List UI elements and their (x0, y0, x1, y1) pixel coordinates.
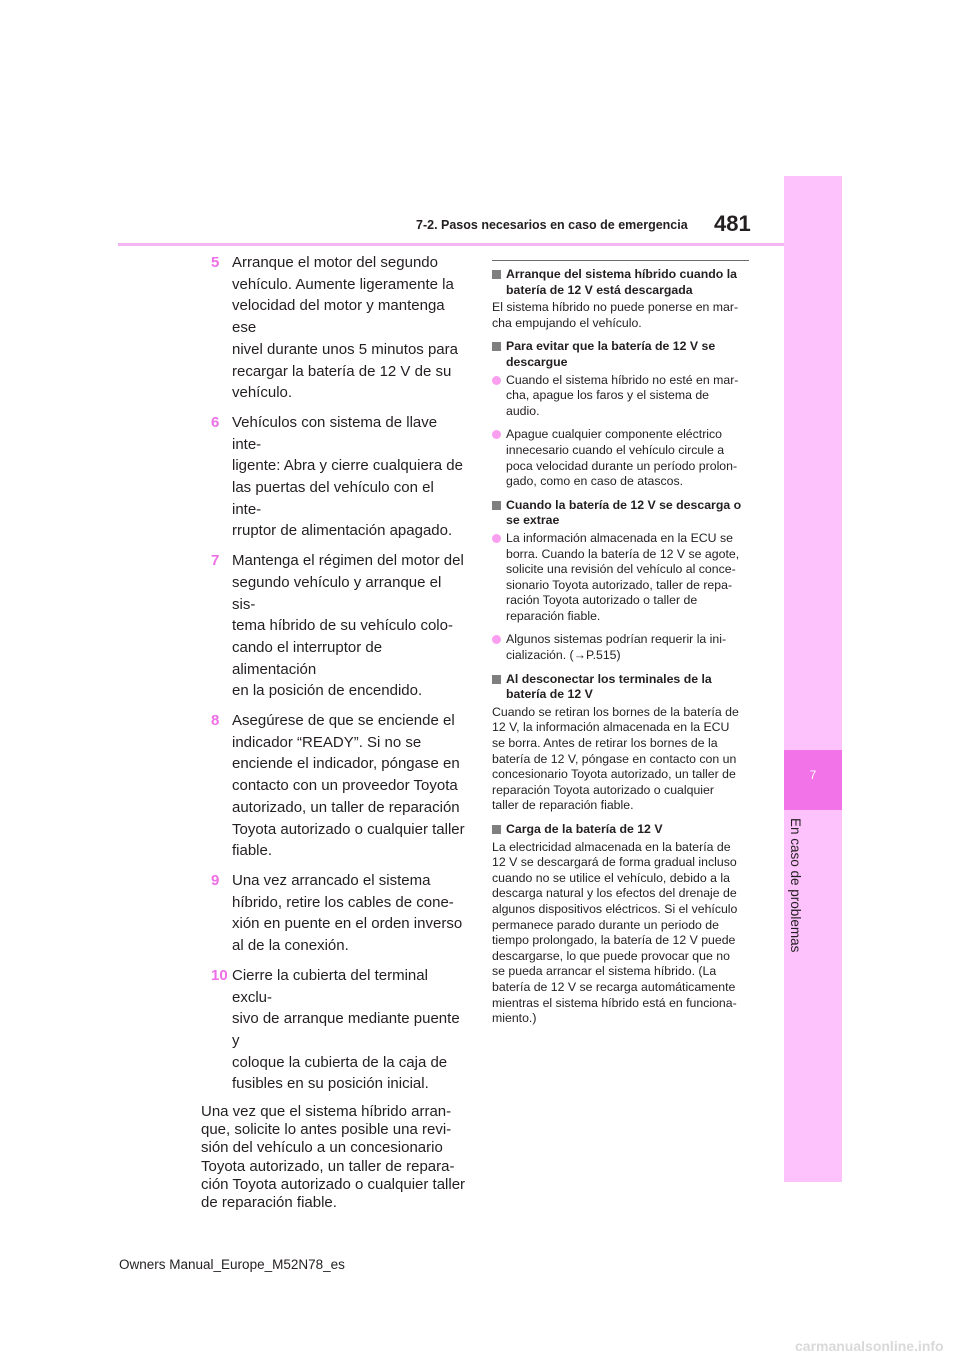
square-bullet-icon (492, 675, 501, 684)
text-line: Arranque el motor del segundo (232, 254, 438, 271)
text-line: cha empujando el vehículo. (492, 315, 642, 330)
note-bullet (492, 632, 749, 663)
text-line: La electricidad almacenada en la batería de (492, 839, 731, 854)
text-line: Carga de la batería de 12 V (506, 822, 663, 836)
text-line: concesionario Toyota autorizado, un taller de (492, 767, 736, 782)
text-line: tema híbrido de su vehículo colo- (232, 617, 453, 635)
text-line: se borra. Antes de retirar los bornes de la (492, 736, 718, 751)
text-line: fiable. (232, 842, 273, 860)
text-line: de reparación fiable. (201, 1194, 337, 1212)
header-rule (118, 243, 784, 246)
text-line: se pueda arrancar el sistema híbrido. (La (492, 964, 717, 979)
step-number: 7 (211, 552, 220, 570)
text-line: Toyota autorizado o cualquier taller (232, 820, 465, 838)
text-block (492, 300, 749, 331)
text-line: que, solicite lo antes posible una revi- (201, 1121, 452, 1139)
text-line: recargar la batería de 12 V de su (232, 362, 452, 380)
closing-paragraph (201, 1103, 467, 1212)
text-line: vehículo. (232, 384, 293, 402)
text-line: Apague cualquier componente eléctrico (506, 427, 723, 442)
text-line: Al desconectar los terminales de la (506, 671, 712, 686)
note-heading (492, 339, 749, 370)
text-line: algunos dispositivos eléctricos. Si el vehículo (492, 901, 738, 916)
step-item (211, 252, 467, 404)
note-body (492, 840, 749, 1027)
notes-column (492, 260, 749, 1035)
text-line: Para evitar que la batería de 12 V se (506, 339, 716, 354)
note-section-1 (492, 267, 749, 331)
text-line: Mantenga el régimen del motor del (232, 552, 464, 570)
text-line: descargue (506, 354, 568, 369)
text-line: gado, como en caso de atascos. (506, 474, 684, 489)
text-line: xión en puente en el orden inverso (232, 915, 463, 933)
text-block (506, 822, 749, 838)
text-line: reparación fiable. (506, 608, 601, 623)
text-line: cando el interruptor de alimentación (232, 638, 383, 678)
step-item (211, 870, 467, 957)
note-section-3 (492, 498, 749, 664)
note-heading (492, 498, 749, 529)
text-line: batería de 12 V, póngase en contacto con un (492, 751, 737, 766)
text-block (492, 705, 749, 814)
text-line: Cuando la batería de 12 V se descarga o (506, 497, 742, 512)
text-block (492, 840, 749, 1027)
text-line: mientras el sistema híbrido está en funciona- (492, 995, 737, 1010)
text-line: Cuando el sistema híbrido no esté en mar- (506, 372, 739, 387)
text-line: cha, apague los faros y el sistema de (506, 388, 710, 403)
text-block (506, 373, 749, 420)
step-text (232, 965, 467, 1095)
text-line: innecesario cuando el vehículo circule a (506, 442, 725, 457)
notes-rule (492, 260, 749, 261)
text-line: segundo vehículo y arranque el sis- (232, 573, 442, 613)
text-line: Cuando se retiran los bornes de la batería de (492, 704, 739, 719)
text-block (506, 498, 749, 529)
square-bullet-icon (492, 270, 501, 279)
procedure-steps (201, 252, 467, 1212)
chapter-number: 7 (809, 768, 817, 782)
text-line: ción Toyota autorizado o cualquier taller (201, 1175, 466, 1193)
step-number: 10 (211, 966, 228, 984)
step-text (232, 550, 467, 702)
text-line: sión del vehículo a un concesionario (201, 1139, 443, 1157)
text-block (506, 632, 749, 663)
step-item (211, 965, 467, 1095)
text-block (506, 339, 749, 370)
text-line: Toyota autorizado, un taller de repara- (201, 1157, 455, 1175)
text-line: enciende el indicador, póngase en (232, 755, 460, 773)
text-line: batería de 12 V está descargada (506, 282, 693, 297)
text-line: batería de 12 V (506, 687, 593, 702)
text-line: Arranque del sistema híbrido cuando la (506, 267, 737, 281)
step-number: 9 (211, 871, 220, 889)
note-body (492, 300, 749, 331)
footer-document-id: Owners Manual_Europe_M52N78_es (119, 1257, 345, 1272)
text-line: velocidad del motor y mantenga ese (232, 297, 445, 337)
text-line: descargarse, lo que puede provocar que no (492, 948, 730, 963)
text-line: Asegúrese de que se enciende el (232, 712, 455, 730)
text-block (506, 267, 749, 298)
text-line: 12 V, la información almacenada en la ECU (492, 720, 730, 735)
square-bullet-icon (492, 501, 501, 510)
text-line: Algunos sistemas podrían requerir la ini- (506, 632, 727, 647)
chapter-label: En caso de problemas (788, 818, 803, 953)
note-bullet (492, 531, 749, 625)
text-line: miento.) (492, 1011, 537, 1026)
text-line: audio. (506, 403, 540, 418)
note-section-4 (492, 672, 749, 814)
text-block (506, 427, 749, 489)
step-text (232, 412, 467, 542)
text-block (506, 672, 749, 703)
text-line: fusibles en su posición inicial. (232, 1075, 429, 1093)
text-line: nivel durante unos 5 minutos para (232, 340, 458, 358)
watermark: carmanualsonline.info (795, 1338, 944, 1354)
steps-list (211, 252, 467, 1095)
section-title: 7-2. Pasos necesarios en caso de emergencia (416, 218, 688, 232)
square-bullet-icon (492, 825, 501, 834)
note-body (492, 705, 749, 814)
note-bullet (492, 427, 749, 489)
circle-bullet-icon (492, 635, 501, 644)
circle-bullet-icon (492, 534, 501, 543)
text-line: 12 V se descargará de forma gradual incluso (492, 855, 737, 870)
step-text (232, 870, 467, 957)
note-bullet (492, 373, 749, 420)
text-line: borra. Cuando la batería de 12 V se agote, (506, 546, 740, 561)
text-block (506, 531, 749, 625)
text-line: Cierre la cubierta del terminal exclu- (232, 966, 428, 1006)
text-line: rruptor de alimentación apagado. (232, 522, 453, 540)
note-heading (492, 822, 749, 838)
text-line: cuando no se utilice el vehículo, debido a la (492, 870, 730, 885)
text-line: sionario Toyota autorizado, taller de repa- (506, 577, 733, 592)
circle-bullet-icon (492, 430, 501, 439)
text-line: reparación Toyota autorizado o cualquier (492, 782, 714, 797)
text-line: permanece parado durante un periodo de (492, 917, 719, 932)
text-line: La información almacenada en la ECU se (506, 530, 733, 545)
step-item (211, 710, 467, 862)
step-text (232, 710, 467, 862)
text-line: en la posición de encendido. (232, 682, 423, 700)
page-number: 481 (714, 211, 751, 236)
note-heading (492, 672, 749, 703)
text-line: Una vez que el sistema híbrido arran- (201, 1103, 452, 1121)
text-line: ración Toyota autorizado o taller de (506, 593, 698, 608)
step-text (232, 252, 467, 404)
text-line: vehículo. Aumente ligeramente la (232, 275, 454, 293)
text-line: Vehículos con sistema de llave inte- (232, 413, 438, 453)
text-line: Una vez arrancado el sistema (232, 871, 431, 889)
text-line: solicite una revisión del vehículo al conce- (506, 562, 736, 577)
text-line: se extrae (506, 513, 560, 528)
text-line: híbrido, retire los cables de cone- (232, 893, 454, 911)
text-line: ligente: Abra y cierre cualquiera de (232, 457, 463, 475)
text-line: al de la conexión. (232, 937, 349, 955)
step-item (211, 550, 467, 702)
note-heading (492, 267, 749, 298)
note-section-2 (492, 339, 749, 489)
text-line: autorizado, un taller de reparación (232, 798, 460, 816)
text-line: poca velocidad durante un período prolon- (506, 458, 738, 473)
text-line: batería de 12 V se recarga automáticamente (492, 979, 736, 994)
chapter-side-tab (784, 176, 842, 1182)
text-line: indicador “READY”. Si no se (232, 733, 422, 751)
text-line: las puertas del vehículo con el inte- (232, 479, 434, 518)
note-section-5 (492, 822, 749, 1027)
step-number: 6 (211, 413, 220, 431)
circle-bullet-icon (492, 376, 501, 385)
step-item (211, 412, 467, 542)
text-line: taller de reparación fiable. (492, 798, 634, 813)
text-line: cialización. (→P.515) (506, 648, 621, 663)
text-line: coloque la cubierta de la caja de (232, 1053, 448, 1071)
text-line: descarga natural y los efectos del drenaje de (492, 886, 737, 901)
text-line: tiempo prolongado, la batería de 12 V puede (492, 933, 736, 948)
text-line: sivo de arranque mediante puente y (232, 1010, 460, 1049)
square-bullet-icon (492, 342, 501, 351)
step-number: 8 (211, 712, 220, 730)
text-line: contacto con un proveedor Toyota (232, 777, 458, 795)
text-line: El sistema híbrido no puede ponerse en mar- (492, 300, 739, 315)
step-number: 5 (211, 254, 220, 271)
